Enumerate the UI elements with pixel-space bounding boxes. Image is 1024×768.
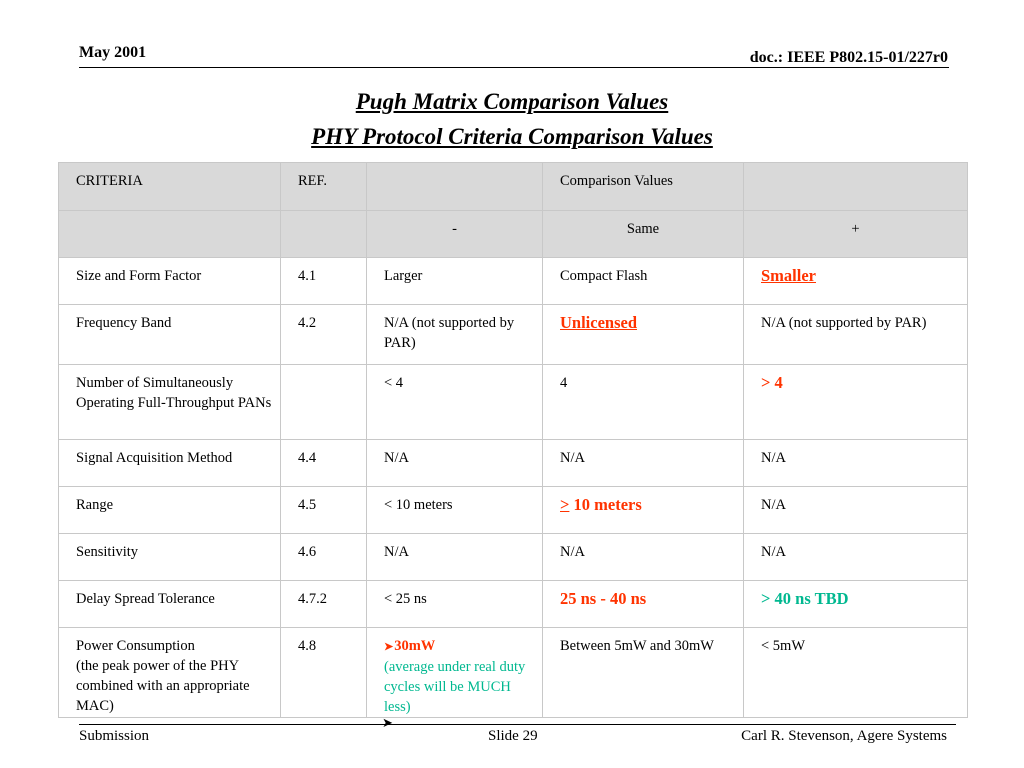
footer-slide-number: Slide 29: [488, 728, 538, 744]
arrow-bullet-icon: ➤: [384, 641, 394, 653]
header-rule: [79, 67, 949, 68]
cell-criteria: Frequency Band: [59, 305, 281, 365]
highlight-text: > 40 ns TBD: [761, 589, 849, 608]
cell-plus: [744, 258, 968, 305]
subheader-cell-same: Same: [543, 211, 744, 258]
cell-same: [543, 487, 744, 534]
header-date: May 2001: [79, 44, 147, 61]
cell-ref: 4.1: [281, 258, 367, 305]
cell-plus: N/A: [744, 534, 968, 581]
cell-ref: 4.5: [281, 487, 367, 534]
highlight-text: [560, 495, 642, 514]
cell-minus: < 4: [367, 365, 543, 440]
cell-criteria: Signal Acquisition Method: [59, 440, 281, 487]
cell-plus: [744, 365, 968, 440]
highlight-text: 25 ns - 40 ns: [560, 589, 647, 608]
cell-ref: 4.4: [281, 440, 367, 487]
header-doc-id: doc.: IEEE P802.15-01/227r0: [749, 49, 948, 66]
header-cell-empty: [367, 163, 543, 211]
cell-ref: 4.2: [281, 305, 367, 365]
cell-same: N/A: [543, 534, 744, 581]
cell-same: Compact Flash: [543, 258, 744, 305]
cell-plus: [744, 581, 968, 628]
cell-same: Between 5mW and 30mW: [543, 628, 744, 718]
cell-ref: 4.8: [281, 628, 367, 718]
highlight-text: > 4: [761, 373, 783, 392]
pugh-matrix-table: [58, 162, 968, 718]
cell-plus: < 5mW: [744, 628, 968, 718]
bullet-text: 30mW: [394, 638, 436, 654]
subheader-cell-minus: -: [367, 211, 543, 258]
table-row: [59, 628, 968, 718]
header-cell-criteria: CRITERIA: [59, 163, 281, 211]
subheader-cell-empty: [281, 211, 367, 258]
cell-criteria: Delay Spread Tolerance: [59, 581, 281, 628]
cell-criteria: Number of Simultaneously Operating Full-Throughput PANs: [59, 365, 281, 440]
highlight-text: Smaller: [761, 266, 816, 285]
table-row: [59, 440, 968, 487]
cell-plus: N/A: [744, 440, 968, 487]
table-row: [59, 534, 968, 581]
table-row: [59, 365, 968, 440]
subheader-cell-empty: [59, 211, 281, 258]
cell-minus: N/A (not supported by PAR): [367, 305, 543, 365]
cell-criteria: Range: [59, 487, 281, 534]
arrow-bullet-icon: ➤: [382, 715, 393, 730]
slide-title: Pugh Matrix Comparison Values: [355, 89, 669, 114]
cell-minus: < 10 meters: [367, 487, 543, 534]
cell-ref: [281, 365, 367, 440]
criteria-note: (the peak power of the PHY combined with an appropriate MAC): [76, 658, 250, 714]
cell-minus: N/A: [367, 440, 543, 487]
bullet-note: (average under real duty cycles will be MUCH less): [384, 659, 526, 715]
bullet-item: [384, 638, 435, 654]
table-header-row: [59, 163, 968, 211]
cell-minus: N/A: [367, 534, 543, 581]
cell-same: 4: [543, 365, 744, 440]
cell-plus: N/A (not supported by PAR): [744, 305, 968, 365]
cell-criteria: Size and Form Factor: [59, 258, 281, 305]
slide-subtitle: PHY Protocol Criteria Comparison Values: [311, 124, 713, 149]
cell-same: N/A: [543, 440, 744, 487]
ge-symbol: >: [560, 495, 570, 514]
footer-rule: [79, 724, 956, 725]
cell-plus: N/A: [744, 487, 968, 534]
table-row: [59, 581, 968, 628]
table-row: [59, 305, 968, 365]
cell-criteria: Sensitivity: [59, 534, 281, 581]
table-row: [59, 487, 968, 534]
cell-criteria: [59, 628, 281, 718]
highlight-value: 10 meters: [569, 495, 642, 514]
header-cell-empty: [744, 163, 968, 211]
header-cell-comparison-values: Comparison Values: [543, 163, 744, 211]
footer-author: Carl R. Stevenson, Agere Systems: [741, 728, 947, 744]
table-subheader-row: [59, 211, 968, 258]
subheader-cell-plus: +: [744, 211, 968, 258]
cell-ref: 4.6: [281, 534, 367, 581]
header-cell-ref: REF.: [281, 163, 367, 211]
highlight-text: Unlicensed: [560, 313, 638, 332]
cell-minus: Larger: [367, 258, 543, 305]
table-row: [59, 258, 968, 305]
cell-same: [543, 305, 744, 365]
criteria-line: Power Consumption: [76, 638, 195, 654]
cell-minus: < 25 ns: [367, 581, 543, 628]
cell-minus: [367, 628, 543, 718]
footer-submission: Submission: [79, 728, 150, 744]
cell-ref: 4.7.2: [281, 581, 367, 628]
cell-same: [543, 581, 744, 628]
